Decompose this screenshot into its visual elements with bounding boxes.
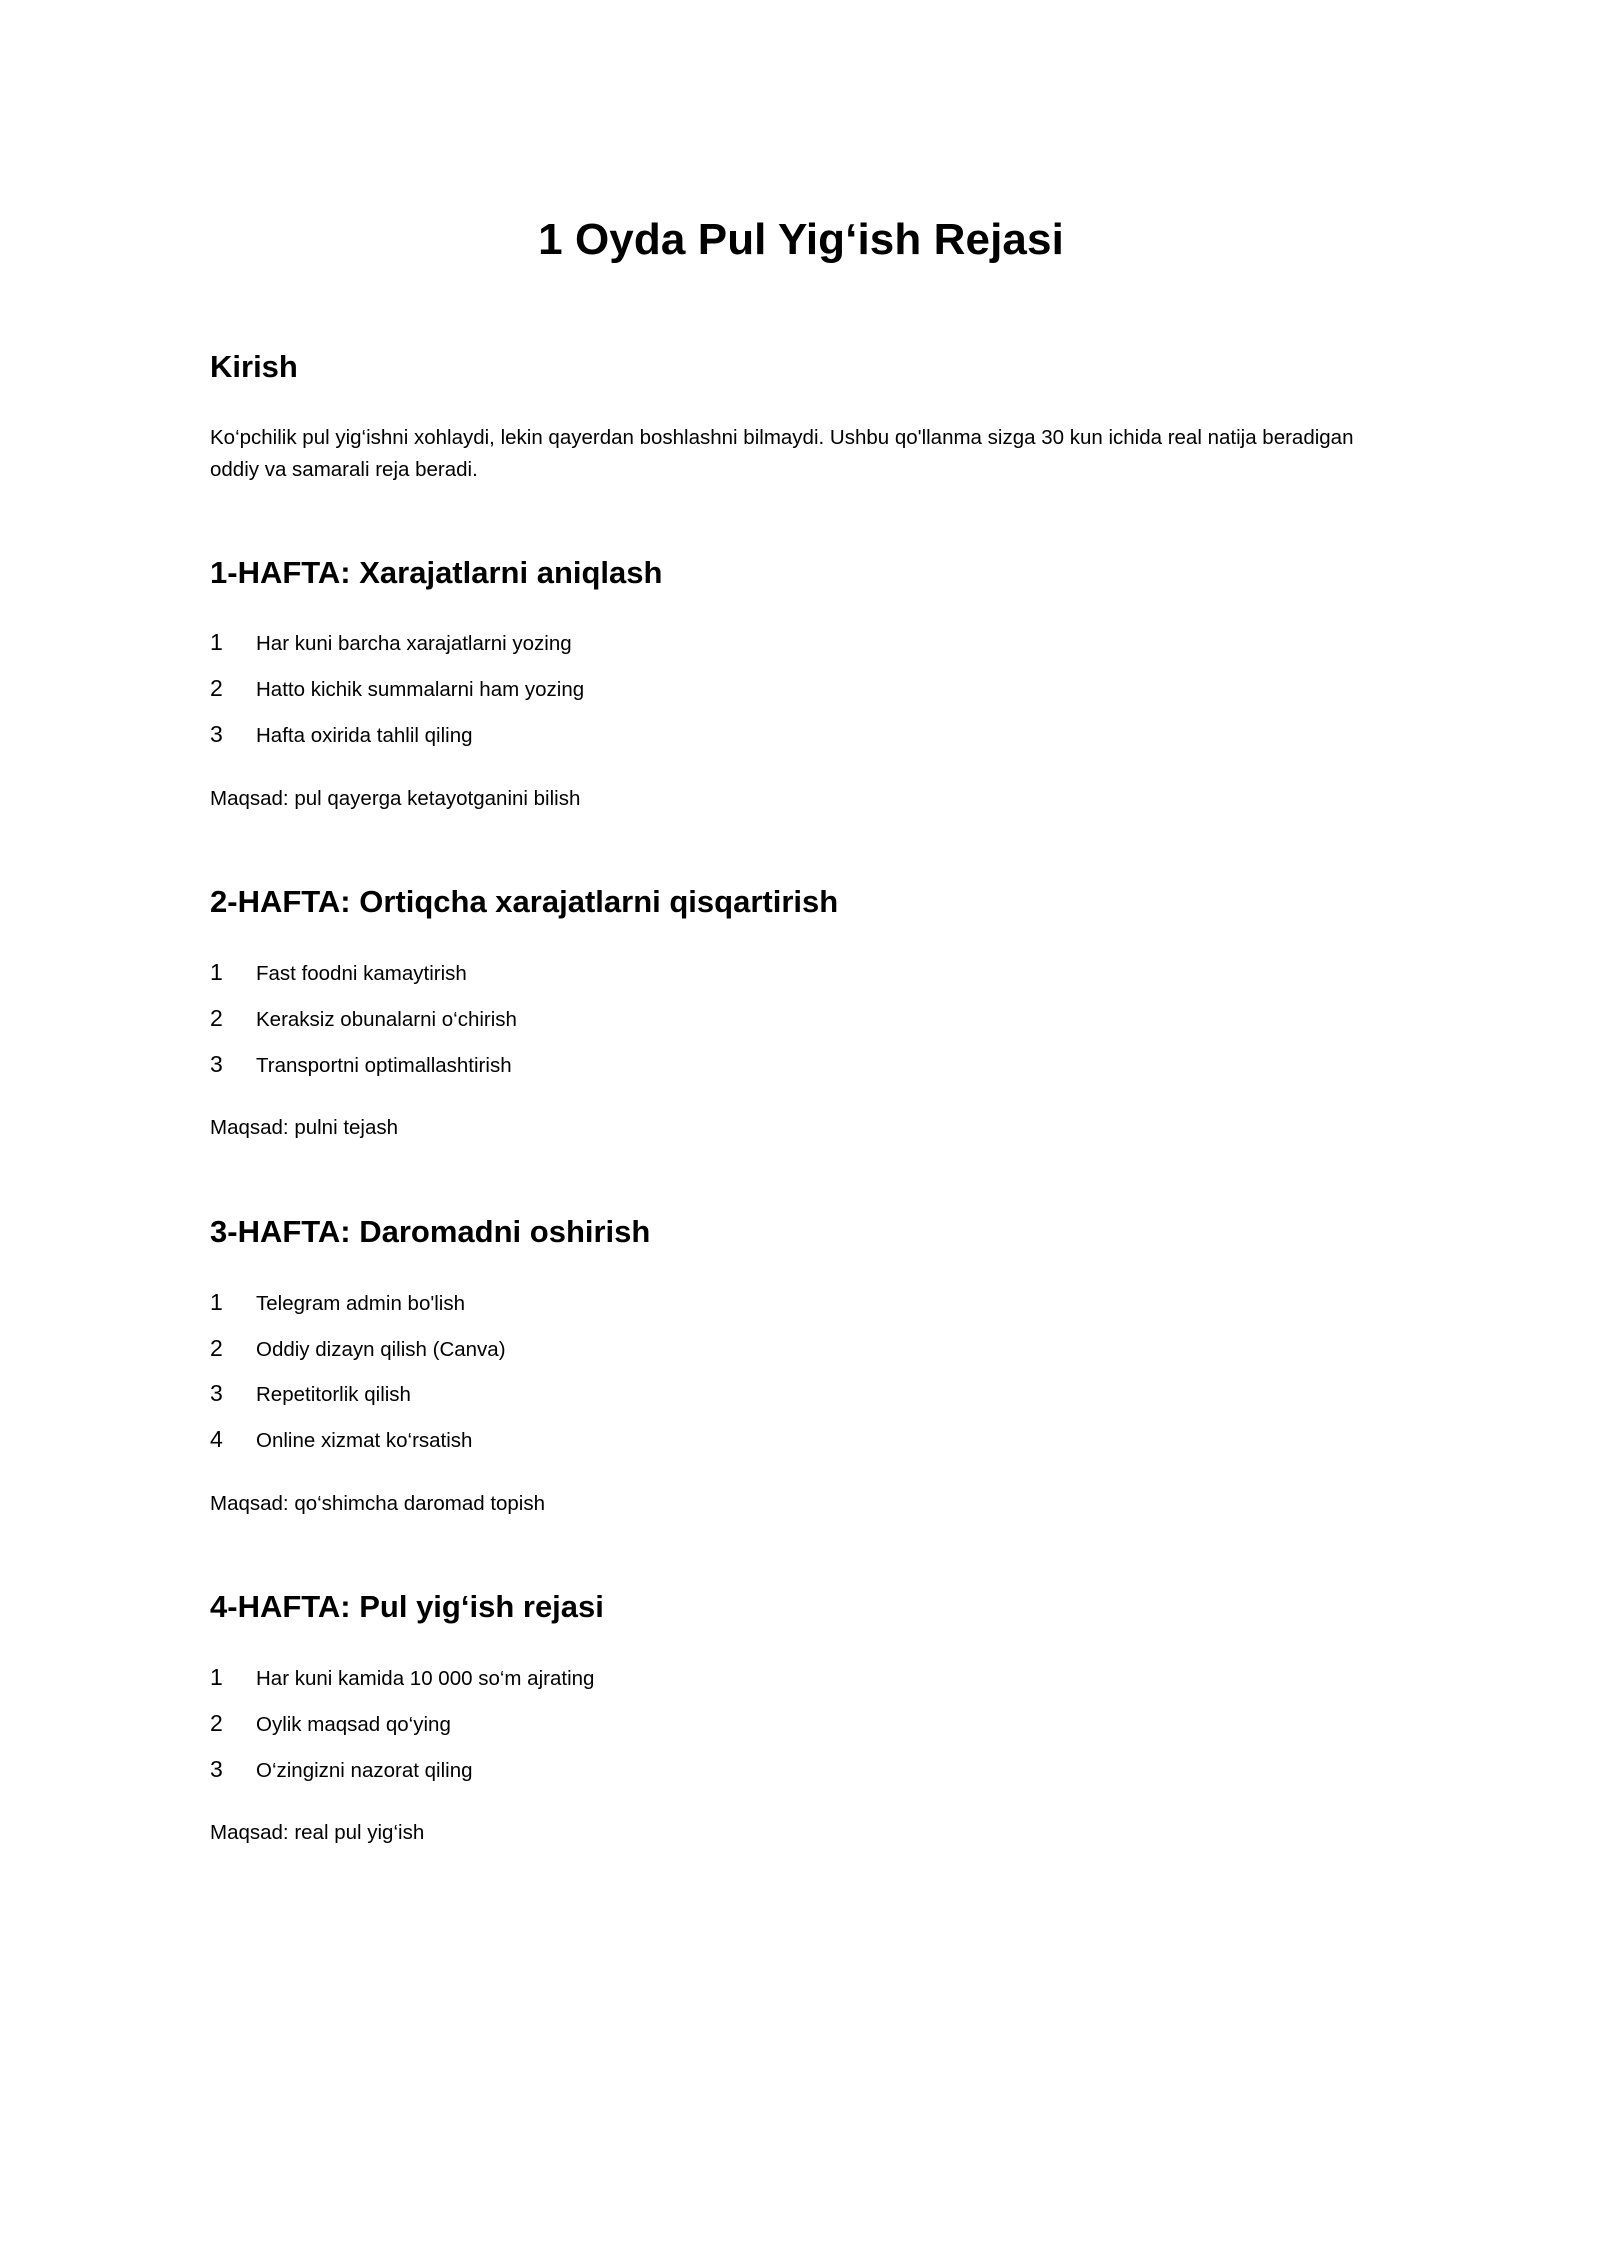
list-item-label: Hatto kichik summalarni ham yozing: [256, 678, 585, 702]
list-item-label: Oylik maqsad qo‘ying: [256, 1712, 451, 1736]
list-container-week-4: [210, 1627, 1392, 1785]
list-item-label: Repetitorlik qilish: [256, 1383, 411, 1407]
section-heading-week-2: 2-HAFTA: Ortiqcha xarajatlarni qisqartirish: [210, 884, 839, 920]
list-item-number: 1: [210, 629, 223, 656]
list-item: [210, 1663, 1392, 1694]
goal-text-week-3: Maqsad: qo‘shimcha daromad topish: [210, 1491, 546, 1515]
list-item-number: 2: [210, 1004, 223, 1031]
list-item: [210, 1379, 1392, 1410]
intro-paragraph: Ko‘pchilik pul yig‘ishni xohlaydi, lekin qayerdan boshlashni bilmaydi. Ushbu qo'llanma sizga 30 kun ichida real natija beradigan oddiy va samarali reja beradi.: [210, 426, 1354, 481]
ordered-list-week-1: [210, 628, 1392, 750]
list-item: [210, 674, 1392, 705]
list-item-label: Online xizmat ko‘rsatish: [256, 1428, 473, 1452]
list-container-week-3: [210, 1252, 1392, 1456]
ordered-list-week-3: [210, 1288, 1392, 1456]
list-item: [210, 1755, 1392, 1786]
list-item-label: Fast foodni kamaytirish: [256, 962, 467, 986]
list-item-label: Keraksiz obunalarni o‘chirish: [256, 1007, 517, 1031]
list-item-label: Telegram admin bo'lish: [256, 1291, 466, 1315]
list-item-number: 4: [210, 1425, 223, 1452]
list-item-label: Hafta oxirida tahlil qiling: [256, 723, 473, 747]
list-item: [210, 720, 1392, 751]
list-container-week-1: [210, 592, 1392, 750]
ordered-list-week-2: [210, 958, 1392, 1080]
list-item-label: O‘zingizni nazorat qiling: [256, 1758, 473, 1782]
list-item-label: Transportni optimallashtirish: [256, 1053, 512, 1077]
section-heading-week-1: 1-HAFTA: Xarajatlarni aniqlash: [210, 554, 663, 590]
list-item-number: 2: [210, 675, 223, 702]
goal-text-week-1: Maqsad: pul qayerga ketayotganini bilish: [210, 786, 581, 810]
list-item-number: 2: [210, 1334, 223, 1361]
list-item-number: 3: [210, 1755, 223, 1782]
list-item: [210, 958, 1392, 989]
list-item-number: 2: [210, 1709, 223, 1736]
list-item-number: 3: [210, 1050, 223, 1077]
list-item-number: 3: [210, 1380, 223, 1407]
list-item: [210, 1004, 1392, 1035]
list-item: [210, 1425, 1392, 1456]
ordered-list-week-4: [210, 1663, 1392, 1785]
goal-text-week-4: Maqsad: real pul yig‘ish: [210, 1821, 425, 1845]
list-item-label: Oddiy dizayn qilish (Canva): [256, 1337, 506, 1361]
list-item-label: Har kuni kamida 10 000 so‘m ajrating: [256, 1667, 595, 1691]
page-title: 1 Oyda Pul Yig‘ish Rejasi: [538, 215, 1064, 264]
list-item-label: Har kuni barcha xarajatlarni yozing: [256, 632, 572, 656]
list-item: [210, 1288, 1392, 1319]
list-item-number: 1: [210, 1288, 223, 1315]
list-item-number: 1: [210, 959, 223, 986]
list-item: [210, 1334, 1392, 1365]
list-item: [210, 1050, 1392, 1081]
list-item-number: 1: [210, 1664, 223, 1691]
list-item: [210, 628, 1392, 659]
section-heading-week-4: 4-HAFTA: Pul yig‘ish rejasi: [210, 1589, 604, 1625]
list-item: [210, 1709, 1392, 1740]
section-heading-week-3: 3-HAFTA: Daromadni oshirish: [210, 1214, 651, 1250]
document-body: [210, 0, 1392, 1849]
section-heading-kirish: Kirish: [210, 348, 298, 384]
goal-text-week-2: Maqsad: pulni tejash: [210, 1116, 399, 1140]
list-container-week-2: [210, 922, 1392, 1080]
list-item-number: 3: [210, 720, 223, 747]
